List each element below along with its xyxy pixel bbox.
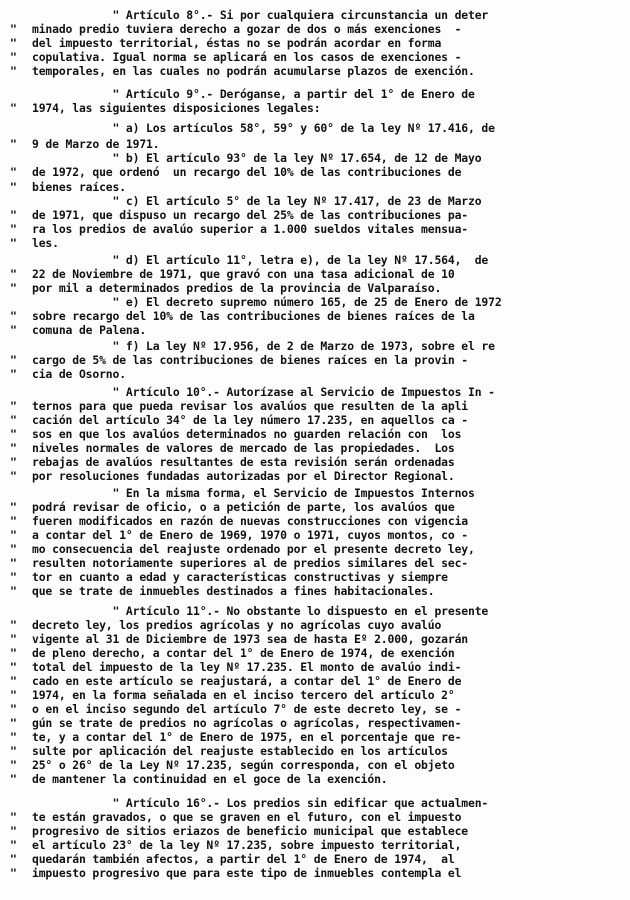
line-text: 1974, las siguientes disposiciones legales: bbox=[32, 101, 321, 115]
margin-quote-mark: " bbox=[10, 514, 17, 528]
line-text: ternos para que pueda revisar los avalúos que resulten de la apli bbox=[32, 399, 469, 413]
line-text: el artículo 23° de la ley Nº 17.235, sobre impuesto territorial, bbox=[32, 838, 462, 852]
document-line bbox=[10, 455, 455, 469]
document-line bbox=[10, 121, 495, 135]
document-line bbox=[10, 744, 448, 758]
document-line bbox=[10, 810, 461, 824]
document-line bbox=[10, 180, 126, 194]
line-text: cado en este artículo se reajustará, a contar del 1° de Enero de bbox=[32, 674, 462, 688]
margin-quote-mark: " bbox=[10, 413, 17, 427]
document-line bbox=[10, 584, 434, 598]
margin-quote-mark: " bbox=[10, 180, 17, 194]
document-line bbox=[10, 556, 468, 570]
line-text: tor en cuanto a edad y características constructivas y siempre bbox=[32, 570, 448, 584]
line-text: por resoluciones fundadas autorizadas por el Director Regional. bbox=[32, 469, 455, 483]
line-text: total del impuesto de la ley Nº 17.235. El monto de avalúo indi- bbox=[32, 660, 462, 674]
document-line bbox=[10, 528, 468, 542]
document-line bbox=[10, 772, 388, 786]
margin-quote-mark: " bbox=[10, 824, 17, 838]
line-text: minado predio tuviera derecho a gozar de dos o más exenciones - bbox=[32, 22, 462, 36]
margin-quote-mark: " bbox=[10, 570, 17, 584]
margin-quote-mark: " bbox=[10, 101, 17, 115]
document-line bbox=[10, 688, 455, 702]
margin-quote-mark: " bbox=[10, 716, 17, 730]
line-text: ra los predios de avalúo superior a 1.000 sueldos vitales mensua- bbox=[32, 222, 469, 236]
line-text: " En la misma forma, el Servicio de Impuestos Internos bbox=[32, 486, 475, 500]
document-line bbox=[10, 674, 461, 688]
line-text: " b) El artículo 93° de la ley Nº 17.654, de 12 de Mayo bbox=[32, 151, 482, 165]
document-line bbox=[10, 413, 468, 427]
margin-quote-mark: " bbox=[10, 367, 17, 381]
document-line bbox=[10, 8, 488, 22]
document-line bbox=[10, 339, 495, 353]
document-line bbox=[10, 632, 468, 646]
document-line bbox=[10, 796, 488, 810]
margin-quote-mark: " bbox=[10, 165, 17, 179]
document-line bbox=[10, 194, 481, 208]
line-text: " Artículo 8°.- Si por cualquiera circunstancia un deter bbox=[32, 8, 489, 22]
margin-quote-mark: " bbox=[10, 222, 17, 236]
document-line bbox=[10, 267, 455, 281]
line-text: impuesto progresivo que para este tipo de inmuebles contempla el bbox=[32, 866, 462, 880]
line-text: a contar del 1° de Enero de 1969, 1970 o 1971, cuyos montos, co - bbox=[32, 528, 469, 542]
line-text: sos en que los avalúos determinados no guarden relación con los bbox=[32, 427, 462, 441]
document-line bbox=[10, 367, 126, 381]
line-text: 9 de Marzo de 1971. bbox=[32, 137, 160, 151]
document-line bbox=[10, 716, 461, 730]
margin-quote-mark: " bbox=[10, 688, 17, 702]
margin-quote-mark: " bbox=[10, 744, 17, 758]
margin-quote-mark: " bbox=[10, 674, 17, 688]
line-text: te están gravados, o que se graven en el futuro, con el impuesto bbox=[32, 810, 462, 824]
document-line bbox=[10, 441, 455, 455]
line-text: " Artículo 16°.- Los predios sin edificar que actualmen- bbox=[32, 796, 489, 810]
document-line bbox=[10, 486, 475, 500]
document-line bbox=[10, 222, 468, 236]
line-text: " f) La ley Nº 17.956, de 2 de Marzo de 1973, sobre el re bbox=[32, 339, 495, 353]
line-text: que se trate de inmuebles destinados a fines habitacionales. bbox=[32, 584, 435, 598]
line-text: " a) Los artículos 58°, 59° y 60° de la ley Nº 17.416, de bbox=[32, 121, 495, 135]
document-line bbox=[10, 353, 468, 367]
margin-quote-mark: " bbox=[10, 660, 17, 674]
document-line bbox=[10, 295, 502, 309]
line-text: sobre recargo del 10% de las contribuciones de bienes raíces de la bbox=[32, 309, 475, 323]
margin-quote-mark: " bbox=[10, 50, 17, 64]
line-text: " Artículo 11°.- No obstante lo dispuesto en el presente bbox=[32, 604, 489, 618]
line-text: 25° o 26° de la Ley Nº 17.235, según corresponda, con el objeto bbox=[32, 758, 455, 772]
line-text: copulativa. Igual norma se aplicará en los casos de exenciones - bbox=[32, 50, 462, 64]
document-line bbox=[10, 50, 461, 64]
document-line bbox=[10, 660, 461, 674]
line-text: decreto ley, los predios agrícolas y no agrícolas cuyo avalúo bbox=[32, 618, 442, 632]
document-line bbox=[10, 323, 146, 337]
line-text: resulten notoriamente superiores al de predios similares del sec- bbox=[32, 556, 469, 570]
line-text: bienes raíces. bbox=[32, 180, 126, 194]
line-text: te, y a contar del 1° de Enero de 1975, en el porcentaje que re- bbox=[32, 730, 462, 744]
document-line bbox=[10, 253, 488, 267]
margin-quote-mark: " bbox=[10, 208, 17, 222]
line-text: temporales, en las cuales no podrán acumularse plazos de exención. bbox=[32, 64, 475, 78]
line-text: 1974, en la forma señalada en el inciso tercero del artículo 2° bbox=[32, 688, 455, 702]
line-text: sulte por aplicación del reajuste establecido en los artículos bbox=[32, 744, 448, 758]
margin-quote-mark: " bbox=[10, 309, 17, 323]
document-line bbox=[10, 87, 475, 101]
margin-quote-mark: " bbox=[10, 866, 17, 880]
margin-quote-mark: " bbox=[10, 646, 17, 660]
document-line bbox=[10, 36, 441, 50]
document-line bbox=[10, 64, 475, 78]
margin-quote-mark: " bbox=[10, 542, 17, 556]
line-text: o en el inciso segundo del artículo 7° de este decreto ley, se - bbox=[32, 702, 462, 716]
line-text: 22 de Noviembre de 1971, que gravó con una tasa adicional de 10 bbox=[32, 267, 455, 281]
document-line bbox=[10, 570, 448, 584]
margin-quote-mark: " bbox=[10, 236, 17, 250]
line-text: de pleno derecho, a contar del 1° de Enero de 1974, de exención bbox=[32, 646, 455, 660]
document-line bbox=[10, 702, 461, 716]
line-text: fueren modificados en razón de nuevas construcciones con vigencia bbox=[32, 514, 469, 528]
margin-quote-mark: " bbox=[10, 281, 17, 295]
document-line bbox=[10, 309, 475, 323]
document-line bbox=[10, 500, 455, 514]
line-text: " c) El artículo 5° de la ley Nº 17.417, de 23 de Marzo bbox=[32, 194, 482, 208]
margin-quote-mark: " bbox=[10, 64, 17, 78]
margin-quote-mark: " bbox=[10, 556, 17, 570]
line-text: podrá revisar de oficio, o a petición de parte, los avalúos que bbox=[32, 500, 455, 514]
margin-quote-mark: " bbox=[10, 137, 17, 151]
document-line bbox=[10, 137, 159, 151]
document-line bbox=[10, 824, 468, 838]
margin-quote-mark: " bbox=[10, 584, 17, 598]
line-text: cargo de 5% de las contribuciones de bienes raíces en la provin - bbox=[32, 353, 469, 367]
document-line bbox=[10, 208, 468, 222]
document-line bbox=[10, 618, 441, 632]
document-line bbox=[10, 514, 468, 528]
margin-quote-mark: " bbox=[10, 618, 17, 632]
line-text: vigente al 31 de Diciembre de 1973 sea de hasta Eº 2.000, gozarán bbox=[32, 632, 469, 646]
document-line bbox=[10, 604, 488, 618]
margin-quote-mark: " bbox=[10, 838, 17, 852]
margin-quote-mark: " bbox=[10, 758, 17, 772]
margin-quote-mark: " bbox=[10, 455, 17, 469]
line-text: " Artículo 10°.- Autorízase al Servicio de Impuestos In - bbox=[32, 385, 495, 399]
margin-quote-mark: " bbox=[10, 852, 17, 866]
document-line bbox=[10, 22, 461, 36]
document-line bbox=[10, 101, 320, 115]
document-line bbox=[10, 758, 455, 772]
document-line bbox=[10, 165, 461, 179]
document-line bbox=[10, 151, 481, 165]
line-text: mo consecuencia del reajuste ordenado por el presente decreto ley, bbox=[32, 542, 475, 556]
line-text: gún se trate de predios no agrícolas o agrícolas, respectivamen- bbox=[32, 716, 462, 730]
line-text: niveles normales de valores de mercado de las propiedades. Los bbox=[32, 441, 455, 455]
line-text: comuna de Palena. bbox=[32, 323, 147, 337]
document-line bbox=[10, 236, 59, 250]
document-line bbox=[10, 542, 475, 556]
line-text: " e) El decreto supremo número 165, de 25 de Enero de 1972 bbox=[32, 295, 502, 309]
margin-quote-mark: " bbox=[10, 469, 17, 483]
line-text: " Artículo 9°.- Deróganse, a partir del 1° de Enero de bbox=[32, 87, 475, 101]
line-text: cación del artículo 34° de la ley número 17.235, en aquellos ca - bbox=[32, 413, 469, 427]
margin-quote-mark: " bbox=[10, 441, 17, 455]
line-text: rebajas de avalúos resultantes de esta revisión serán ordenadas bbox=[32, 455, 455, 469]
line-text: de 1971, que dispuso un recargo del 25% de las contribuciones pa- bbox=[32, 208, 469, 222]
line-text: quedarán también afectos, a partir del 1° de Enero de 1974, al bbox=[32, 852, 455, 866]
margin-quote-mark: " bbox=[10, 730, 17, 744]
margin-quote-mark: " bbox=[10, 36, 17, 50]
margin-quote-mark: " bbox=[10, 810, 17, 824]
line-text: cia de Osorno. bbox=[32, 367, 126, 381]
line-text: " d) El artículo 11°, letra e), de la ley Nº 17.564, de bbox=[32, 253, 489, 267]
document-line bbox=[10, 646, 455, 660]
margin-quote-mark: " bbox=[10, 702, 17, 716]
line-text: de mantener la continuidad en el goce de la exención. bbox=[32, 772, 388, 786]
margin-quote-mark: " bbox=[10, 632, 17, 646]
margin-quote-mark: " bbox=[10, 500, 17, 514]
margin-quote-mark: " bbox=[10, 353, 17, 367]
document-line bbox=[10, 838, 461, 852]
document-line bbox=[10, 281, 441, 295]
document-line bbox=[10, 385, 495, 399]
margin-quote-mark: " bbox=[10, 323, 17, 337]
margin-quote-mark: " bbox=[10, 427, 17, 441]
line-text: del impuesto territorial, éstas no se podrán acordar en forma bbox=[32, 36, 442, 50]
line-text: por mil a determinados predios de la provincia de Valparaíso. bbox=[32, 281, 442, 295]
line-text: les. bbox=[32, 236, 59, 250]
margin-quote-mark: " bbox=[10, 22, 17, 36]
margin-quote-mark: " bbox=[10, 399, 17, 413]
line-text: progresivo de sitios eriazos de beneficio municipal que establece bbox=[32, 824, 469, 838]
margin-quote-mark: " bbox=[10, 528, 17, 542]
document-line bbox=[10, 730, 461, 744]
margin-quote-mark: " bbox=[10, 267, 17, 281]
line-text: de 1972, que ordenó un recargo del 10% de las contribuciones de bbox=[32, 165, 462, 179]
document-line bbox=[10, 469, 455, 483]
document-line bbox=[10, 427, 461, 441]
document-line bbox=[10, 866, 461, 880]
margin-quote-mark: " bbox=[10, 772, 17, 786]
document-line bbox=[10, 852, 455, 866]
document-line bbox=[10, 399, 468, 413]
